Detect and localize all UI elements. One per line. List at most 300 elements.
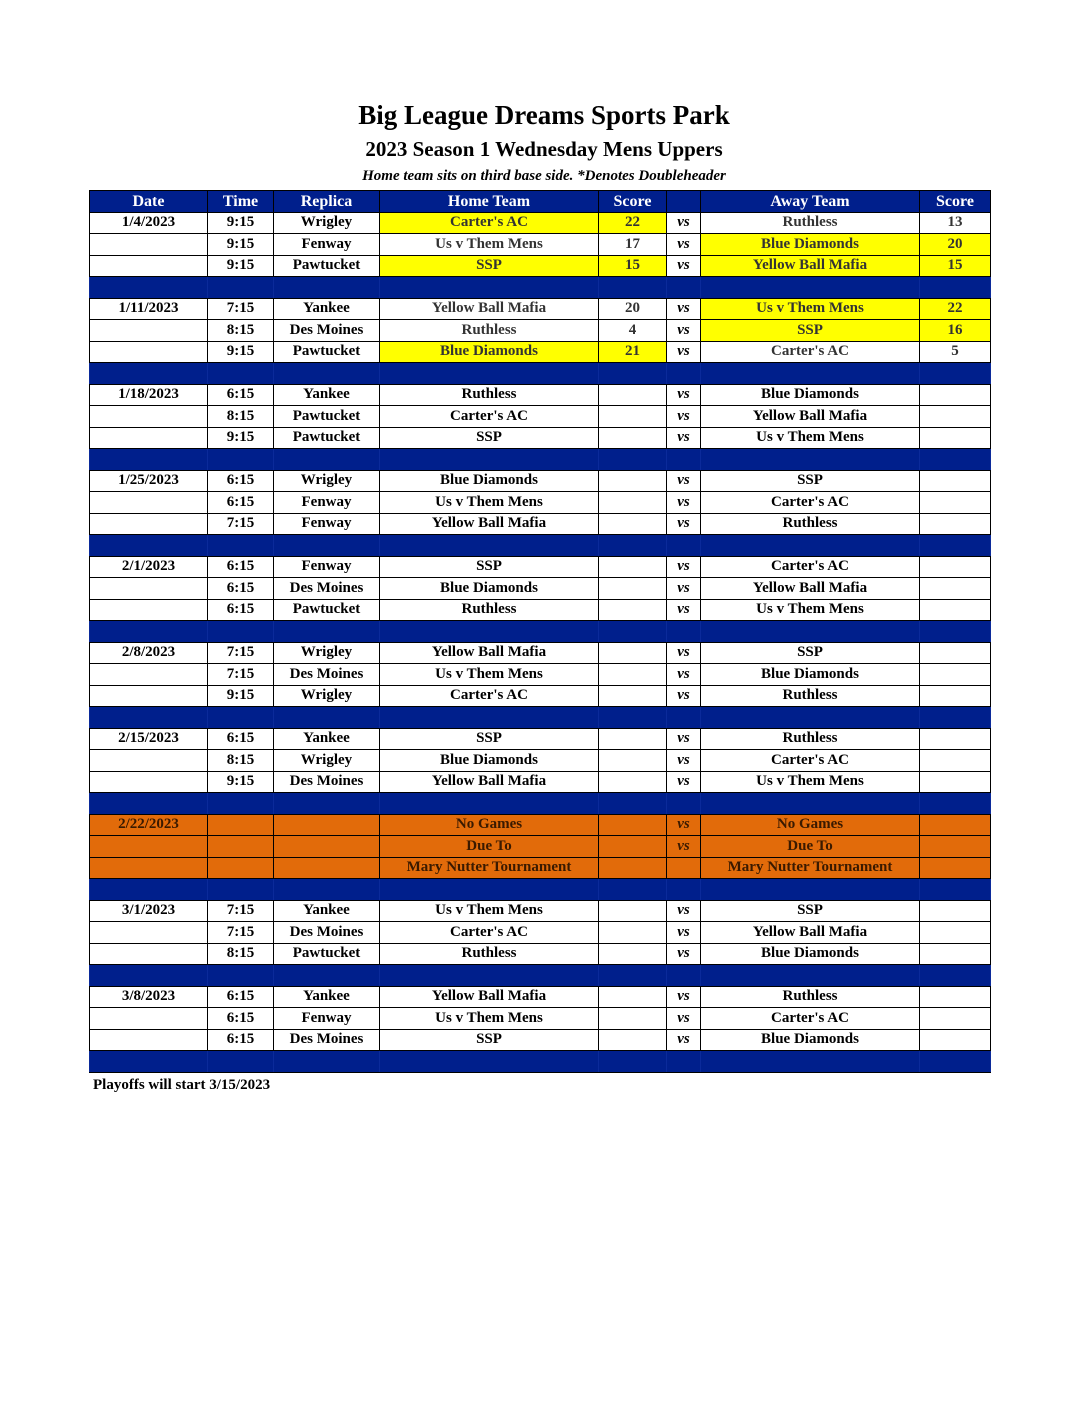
home-score-cell <box>599 943 667 965</box>
separator-cell <box>274 1051 380 1073</box>
game-row <box>90 556 991 578</box>
home-score-cell: 4 <box>599 320 667 342</box>
away-team-cell: Us v Them Mens <box>701 599 920 621</box>
home-score-cell: 17 <box>599 234 667 256</box>
date-cell <box>90 255 208 277</box>
away-score-cell <box>920 384 991 406</box>
separator-cell <box>920 965 991 987</box>
away-team-cell: Us v Them Mens <box>701 298 920 320</box>
home-team-cell: Ruthless <box>380 384 599 406</box>
home-score-cell <box>599 900 667 922</box>
date-cell: 2/22/2023 <box>90 814 208 836</box>
home-team-cell: SSP <box>380 427 599 449</box>
separator-cell <box>274 277 380 299</box>
away-score-cell <box>920 406 991 428</box>
replica-cell: Fenway <box>274 492 380 514</box>
separator-cell <box>701 621 920 643</box>
home-team-cell: Us v Them Mens <box>380 234 599 256</box>
col-home-score: Score <box>599 191 667 213</box>
separator-cell <box>599 621 667 643</box>
home-score-cell <box>599 492 667 514</box>
separator-cell <box>274 965 380 987</box>
away-team-cell: SSP <box>701 470 920 492</box>
separator-cell <box>380 621 599 643</box>
date-cell: 1/25/2023 <box>90 470 208 492</box>
date-cell <box>90 341 208 363</box>
separator-cell <box>274 793 380 815</box>
separator-cell <box>701 449 920 471</box>
separator-cell <box>208 621 274 643</box>
vs-cell: vs <box>667 943 701 965</box>
col-away-team: Away Team <box>701 191 920 213</box>
replica-cell: Des Moines <box>274 1029 380 1051</box>
separator-cell <box>90 277 208 299</box>
replica-cell: Des Moines <box>274 578 380 600</box>
vs-cell: vs <box>667 750 701 772</box>
home-score-cell <box>599 642 667 664</box>
home-team-cell: Ruthless <box>380 599 599 621</box>
home-team-cell: Blue Diamonds <box>380 341 599 363</box>
away-team-cell: Carter's AC <box>701 492 920 514</box>
time-cell: 8:15 <box>208 406 274 428</box>
separator-cell <box>599 1051 667 1073</box>
separator-cell <box>667 535 701 557</box>
date-cell: 3/8/2023 <box>90 986 208 1008</box>
separator-cell <box>208 1051 274 1073</box>
game-row <box>90 427 991 449</box>
separator-cell <box>920 449 991 471</box>
vs-cell: vs <box>667 513 701 535</box>
date-cell: 1/18/2023 <box>90 384 208 406</box>
game-row <box>90 857 991 879</box>
week-separator <box>90 965 991 987</box>
separator-cell <box>667 449 701 471</box>
home-team-cell: Yellow Ball Mafia <box>380 642 599 664</box>
time-cell: 9:15 <box>208 234 274 256</box>
game-row <box>90 320 991 342</box>
home-team-cell: Mary Nutter Tournament <box>380 857 599 879</box>
replica-cell: Fenway <box>274 556 380 578</box>
separator-cell <box>90 363 208 385</box>
separator-cell <box>380 363 599 385</box>
replica-cell: Wrigley <box>274 750 380 772</box>
date-cell <box>90 857 208 879</box>
away-team-cell: SSP <box>701 320 920 342</box>
away-score-cell <box>920 492 991 514</box>
time-cell: 8:15 <box>208 750 274 772</box>
away-team-cell: Carter's AC <box>701 556 920 578</box>
separator-cell <box>667 965 701 987</box>
separator-cell <box>920 707 991 729</box>
col-vs <box>667 191 701 213</box>
separator-cell <box>90 707 208 729</box>
vs-cell: vs <box>667 664 701 686</box>
time-cell: 7:15 <box>208 922 274 944</box>
replica-cell: Yankee <box>274 384 380 406</box>
date-cell <box>90 234 208 256</box>
separator-cell <box>90 965 208 987</box>
vs-cell: vs <box>667 234 701 256</box>
home-score-cell: 15 <box>599 255 667 277</box>
time-cell: 9:15 <box>208 255 274 277</box>
home-team-cell: Blue Diamonds <box>380 750 599 772</box>
away-team-cell: Yellow Ball Mafia <box>701 578 920 600</box>
away-score-cell <box>920 470 991 492</box>
vs-cell: vs <box>667 642 701 664</box>
game-row <box>90 255 991 277</box>
separator-cell <box>208 449 274 471</box>
away-team-cell: Yellow Ball Mafia <box>701 406 920 428</box>
separator-cell <box>90 535 208 557</box>
replica-cell: Yankee <box>274 900 380 922</box>
separator-cell <box>599 449 667 471</box>
home-team-cell: SSP <box>380 556 599 578</box>
replica-cell: Des Moines <box>274 922 380 944</box>
date-cell <box>90 1008 208 1030</box>
replica-cell: Yankee <box>274 298 380 320</box>
home-score-cell <box>599 814 667 836</box>
away-score-cell <box>920 1008 991 1030</box>
date-cell: 2/8/2023 <box>90 642 208 664</box>
home-team-cell: Us v Them Mens <box>380 900 599 922</box>
home-team-cell: Carter's AC <box>380 406 599 428</box>
home-score-cell: 20 <box>599 298 667 320</box>
separator-cell <box>701 793 920 815</box>
separator-cell <box>920 277 991 299</box>
date-cell <box>90 320 208 342</box>
away-team-cell: Us v Them Mens <box>701 427 920 449</box>
away-score-cell <box>920 685 991 707</box>
vs-cell: vs <box>667 427 701 449</box>
home-score-cell <box>599 728 667 750</box>
schedule-note: Home team sits on third base side. *Denotes Doubleheader <box>362 168 726 184</box>
separator-cell <box>208 277 274 299</box>
separator-cell <box>701 1051 920 1073</box>
game-row <box>90 578 991 600</box>
date-cell <box>90 578 208 600</box>
separator-cell <box>701 707 920 729</box>
vs-cell: vs <box>667 406 701 428</box>
home-score-cell <box>599 406 667 428</box>
vs-cell: vs <box>667 298 701 320</box>
separator-cell <box>667 879 701 901</box>
vs-cell: vs <box>667 212 701 234</box>
separator-cell <box>208 535 274 557</box>
time-cell: 7:15 <box>208 900 274 922</box>
separator-cell <box>667 1051 701 1073</box>
home-score-cell <box>599 556 667 578</box>
game-row <box>90 341 991 363</box>
separator-cell <box>208 965 274 987</box>
separator-cell <box>380 449 599 471</box>
replica-cell: Des Moines <box>274 664 380 686</box>
replica-cell: Yankee <box>274 986 380 1008</box>
home-score-cell <box>599 986 667 1008</box>
home-score-cell: 21 <box>599 341 667 363</box>
date-cell <box>90 685 208 707</box>
game-row <box>90 750 991 772</box>
away-team-cell: Ruthless <box>701 513 920 535</box>
separator-cell <box>667 793 701 815</box>
date-cell <box>90 599 208 621</box>
time-cell: 6:15 <box>208 599 274 621</box>
vs-cell: vs <box>667 255 701 277</box>
replica-cell: Wrigley <box>274 685 380 707</box>
home-team-cell: Ruthless <box>380 943 599 965</box>
separator-cell <box>208 793 274 815</box>
col-replica: Replica <box>274 191 380 213</box>
replica-cell: Wrigley <box>274 470 380 492</box>
time-cell: 9:15 <box>208 771 274 793</box>
away-team-cell: Blue Diamonds <box>701 664 920 686</box>
week-separator <box>90 1051 991 1073</box>
vs-cell: vs <box>667 470 701 492</box>
separator-cell <box>380 277 599 299</box>
away-score-cell <box>920 599 991 621</box>
game-row <box>90 492 991 514</box>
date-cell: 2/15/2023 <box>90 728 208 750</box>
away-score-cell <box>920 836 991 858</box>
week-separator <box>90 621 991 643</box>
away-score-cell <box>920 943 991 965</box>
week-separator <box>90 363 991 385</box>
date-cell <box>90 771 208 793</box>
home-score-cell <box>599 599 667 621</box>
away-team-cell: Due To <box>701 836 920 858</box>
separator-cell <box>701 277 920 299</box>
game-row <box>90 513 991 535</box>
game-row <box>90 1008 991 1030</box>
away-score-cell <box>920 1029 991 1051</box>
time-cell: 6:15 <box>208 384 274 406</box>
time-cell: 6:15 <box>208 728 274 750</box>
separator-cell <box>90 879 208 901</box>
replica-cell: Wrigley <box>274 212 380 234</box>
time-cell: 9:15 <box>208 427 274 449</box>
separator-cell <box>90 449 208 471</box>
separator-cell <box>274 707 380 729</box>
game-row <box>90 664 991 686</box>
home-team-cell: Us v Them Mens <box>380 492 599 514</box>
game-row <box>90 986 991 1008</box>
time-cell: 7:15 <box>208 664 274 686</box>
time-cell: 6:15 <box>208 470 274 492</box>
game-row <box>90 814 991 836</box>
game-row <box>90 470 991 492</box>
away-score-cell: 20 <box>920 234 991 256</box>
separator-cell <box>599 707 667 729</box>
separator-cell <box>90 793 208 815</box>
date-cell <box>90 943 208 965</box>
separator-cell <box>208 363 274 385</box>
separator-cell <box>208 879 274 901</box>
separator-cell <box>667 707 701 729</box>
away-team-cell: Ruthless <box>701 728 920 750</box>
vs-cell: vs <box>667 922 701 944</box>
home-team-cell: Blue Diamonds <box>380 470 599 492</box>
home-team-cell: Yellow Ball Mafia <box>380 771 599 793</box>
date-cell: 3/1/2023 <box>90 900 208 922</box>
date-cell <box>90 922 208 944</box>
separator-cell <box>701 363 920 385</box>
time-cell: 9:15 <box>208 212 274 234</box>
away-team-cell: Yellow Ball Mafia <box>701 922 920 944</box>
game-row <box>90 836 991 858</box>
header-row <box>90 191 991 213</box>
home-team-cell: Carter's AC <box>380 922 599 944</box>
home-score-cell <box>599 664 667 686</box>
time-cell: 6:15 <box>208 492 274 514</box>
home-team-cell: Due To <box>380 836 599 858</box>
vs-cell: vs <box>667 836 701 858</box>
separator-cell <box>380 879 599 901</box>
replica-cell: Wrigley <box>274 642 380 664</box>
separator-cell <box>920 793 991 815</box>
replica-cell: Pawtucket <box>274 943 380 965</box>
away-score-cell: 13 <box>920 212 991 234</box>
away-team-cell: Blue Diamonds <box>701 943 920 965</box>
away-team-cell: Mary Nutter Tournament <box>701 857 920 879</box>
home-team-cell: Ruthless <box>380 320 599 342</box>
separator-cell <box>599 793 667 815</box>
vs-cell: vs <box>667 320 701 342</box>
replica-cell: Des Moines <box>274 320 380 342</box>
time-cell: 8:15 <box>208 320 274 342</box>
vs-cell: vs <box>667 599 701 621</box>
home-score-cell <box>599 427 667 449</box>
replica-cell: Pawtucket <box>274 599 380 621</box>
separator-cell <box>920 621 991 643</box>
home-score-cell <box>599 470 667 492</box>
separator-cell <box>599 363 667 385</box>
home-score-cell <box>599 1029 667 1051</box>
separator-cell <box>920 363 991 385</box>
away-team-cell: Ruthless <box>701 685 920 707</box>
week-separator <box>90 793 991 815</box>
time-cell: 9:15 <box>208 685 274 707</box>
time-cell: 7:15 <box>208 513 274 535</box>
vs-cell: vs <box>667 814 701 836</box>
home-score-cell <box>599 857 667 879</box>
away-score-cell <box>920 900 991 922</box>
date-cell <box>90 1029 208 1051</box>
home-team-cell: Blue Diamonds <box>380 578 599 600</box>
time-cell: 6:15 <box>208 556 274 578</box>
home-team-cell: Yellow Ball Mafia <box>380 513 599 535</box>
game-row <box>90 900 991 922</box>
separator-cell <box>920 535 991 557</box>
separator-cell <box>90 621 208 643</box>
home-score-cell <box>599 922 667 944</box>
date-cell: 2/1/2023 <box>90 556 208 578</box>
date-cell <box>90 427 208 449</box>
separator-cell <box>599 277 667 299</box>
separator-cell <box>701 965 920 987</box>
game-row <box>90 234 991 256</box>
vs-cell: vs <box>667 341 701 363</box>
away-team-cell: Carter's AC <box>701 750 920 772</box>
separator-cell <box>274 879 380 901</box>
home-team-cell: SSP <box>380 1029 599 1051</box>
date-cell <box>90 750 208 772</box>
home-score-cell <box>599 384 667 406</box>
vs-cell: vs <box>667 771 701 793</box>
page-subtitle: 2023 Season 1 Wednesday Mens Uppers <box>365 137 723 161</box>
col-date: Date <box>90 191 208 213</box>
schedule-table <box>89 190 991 1073</box>
home-team-cell: Carter's AC <box>380 685 599 707</box>
vs-cell: vs <box>667 900 701 922</box>
game-row <box>90 728 991 750</box>
separator-cell <box>274 621 380 643</box>
home-team-cell: Carter's AC <box>380 212 599 234</box>
away-team-cell: Blue Diamonds <box>701 234 920 256</box>
time-cell: 9:15 <box>208 341 274 363</box>
page-title: Big League Dreams Sports Park <box>358 100 730 130</box>
game-row <box>90 384 991 406</box>
away-score-cell <box>920 750 991 772</box>
game-row <box>90 298 991 320</box>
time-cell: 7:15 <box>208 642 274 664</box>
away-team-cell: Blue Diamonds <box>701 1029 920 1051</box>
vs-cell: vs <box>667 384 701 406</box>
game-row <box>90 599 991 621</box>
week-separator <box>90 535 991 557</box>
vs-cell: vs <box>667 1008 701 1030</box>
separator-cell <box>701 879 920 901</box>
separator-cell <box>667 277 701 299</box>
home-score-cell <box>599 1008 667 1030</box>
time-cell <box>208 836 274 858</box>
home-team-cell: Us v Them Mens <box>380 664 599 686</box>
replica-cell <box>274 857 380 879</box>
separator-cell <box>920 879 991 901</box>
away-score-cell <box>920 986 991 1008</box>
away-team-cell: SSP <box>701 900 920 922</box>
replica-cell: Pawtucket <box>274 341 380 363</box>
away-team-cell: Ruthless <box>701 212 920 234</box>
separator-cell <box>90 1051 208 1073</box>
game-row <box>90 685 991 707</box>
away-team-cell: Us v Them Mens <box>701 771 920 793</box>
home-score-cell <box>599 750 667 772</box>
away-score-cell <box>920 513 991 535</box>
time-cell: 8:15 <box>208 943 274 965</box>
replica-cell: Fenway <box>274 234 380 256</box>
away-score-cell <box>920 814 991 836</box>
replica-cell: Pawtucket <box>274 427 380 449</box>
home-score-cell <box>599 685 667 707</box>
week-separator <box>90 879 991 901</box>
vs-cell: vs <box>667 578 701 600</box>
schedule-body <box>90 212 991 1072</box>
away-score-cell <box>920 857 991 879</box>
separator-cell <box>274 535 380 557</box>
replica-cell: Pawtucket <box>274 406 380 428</box>
replica-cell <box>274 814 380 836</box>
separator-cell <box>599 879 667 901</box>
separator-cell <box>599 535 667 557</box>
game-row <box>90 943 991 965</box>
replica-cell: Des Moines <box>274 771 380 793</box>
separator-cell <box>380 965 599 987</box>
separator-cell <box>701 535 920 557</box>
week-separator <box>90 707 991 729</box>
game-row <box>90 406 991 428</box>
away-score-cell <box>920 642 991 664</box>
replica-cell <box>274 836 380 858</box>
home-score-cell <box>599 771 667 793</box>
